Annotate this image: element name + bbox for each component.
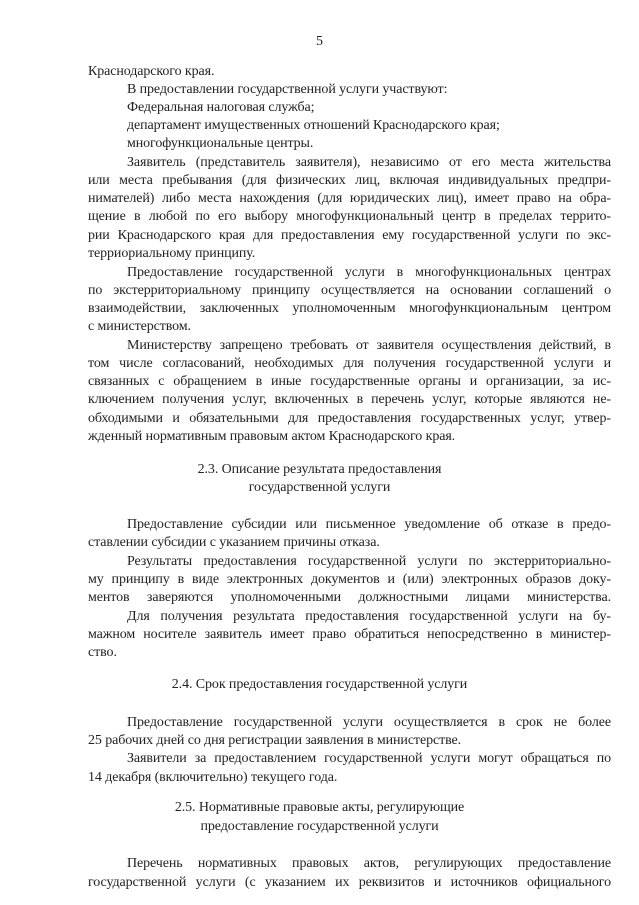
page-number: 5 bbox=[316, 34, 323, 49]
paragraph-line: му принципу в виде электронных документов и (или) электронных образов доку- bbox=[88, 572, 611, 587]
paragraph-line: Для получения результата предоставления государственной услуги на бу- bbox=[127, 609, 611, 624]
paragraph-line: с министерством. bbox=[88, 319, 191, 334]
paragraph-line: жденный нормативным правовым актом Краснодарского края. bbox=[88, 429, 456, 444]
paragraph-line: Заявители за предоставлением государственной услуги могут обращаться по bbox=[127, 751, 611, 766]
section-heading: 2.3. Описание результата предоставления bbox=[197, 462, 442, 477]
paragraph-line: или места пребывания (для физических лиц, включая индивидуальных предпри- bbox=[88, 173, 611, 188]
paragraph-line: Министерству запрещено требовать от заявителя осуществления действий, в bbox=[127, 338, 611, 353]
section-heading: предоставление государственной услуги bbox=[200, 819, 439, 834]
paragraph-line: многофункциональные центры. bbox=[127, 136, 314, 151]
paragraph-line: Федеральная налоговая служба; bbox=[127, 100, 315, 115]
paragraph-line: департамент имущественных отношений Краснодарского края; bbox=[127, 118, 500, 133]
paragraph-line: рии Краснодарского края для предоставления ему государственной услуги по экс- bbox=[88, 228, 611, 243]
paragraph-line: Предоставление субсидии или письменное уведомление об отказе в предо- bbox=[127, 517, 611, 532]
paragraph-line: 25 рабочих дней со дня регистрации заявления в министерстве. bbox=[88, 733, 462, 748]
paragraph-line: щение в любой по его выбору многофункциональный центр в пределах террито- bbox=[88, 209, 611, 224]
paragraph-line: ключением получения услуг, включенных в перечень услуг, которые являются не- bbox=[88, 392, 611, 407]
paragraph-line: Результаты предоставления государственной услуги по экстерриториально- bbox=[127, 554, 611, 569]
paragraph-line: нимателей) либо места нахождения (для юридических лиц), имеет право на обра- bbox=[88, 191, 611, 206]
paragraph-line: взаимодействии, заключенных уполномоченным многофункциональным центром bbox=[88, 301, 611, 316]
paragraph-line: Краснодарского края. bbox=[88, 64, 215, 79]
section-heading: 2.5. Нормативные правовые акты, регулирующие bbox=[174, 800, 465, 815]
section-heading: государственной услуги bbox=[248, 480, 391, 495]
paragraph-line: Предоставление государственной услуги осуществляется в срок не более bbox=[127, 715, 611, 730]
section-heading: 2.4. Срок предоставления государственной услуги bbox=[171, 677, 468, 692]
paragraph-line: В предоставлении государственной услуги участвуют: bbox=[127, 82, 448, 97]
paragraph-line: терриориальному принципу. bbox=[88, 246, 256, 261]
paragraph-line: Заявитель (представитель заявителя), независимо от его места жительства bbox=[127, 155, 611, 170]
paragraph-line: мажном носителе заявитель имеет право обратиться непосредственно в министер- bbox=[88, 627, 611, 642]
paragraph-line: обходимыми и обязательными для предоставления государственных услуг, утвер- bbox=[88, 411, 611, 426]
paragraph-line: по экстерриториальному принципу осуществляется на основании соглашений о bbox=[88, 283, 611, 298]
paragraph-line: ставлении субсидии с указанием причины отказа. bbox=[88, 535, 380, 550]
paragraph-line: ментов заверяются уполномоченными должностными лицами министерства. bbox=[88, 590, 611, 605]
paragraph-line: 14 декабря (включительно) текущего года. bbox=[88, 770, 338, 785]
paragraph-line: Перечень нормативных правовых актов, регулирующих предоставление bbox=[127, 856, 611, 871]
paragraph-line: Предоставление государственной услуги в многофункциональных центрах bbox=[127, 265, 611, 280]
paragraph-line: том числе согласований, необходимых для получения государственной услуги и bbox=[88, 356, 611, 371]
paragraph-line: ство. bbox=[88, 645, 117, 660]
paragraph-line: государственной услуги (с указанием их реквизитов и источников официального bbox=[88, 875, 611, 890]
paragraph-line: связанных с обращением в иные государственные органы и организации, за ис- bbox=[88, 374, 611, 389]
